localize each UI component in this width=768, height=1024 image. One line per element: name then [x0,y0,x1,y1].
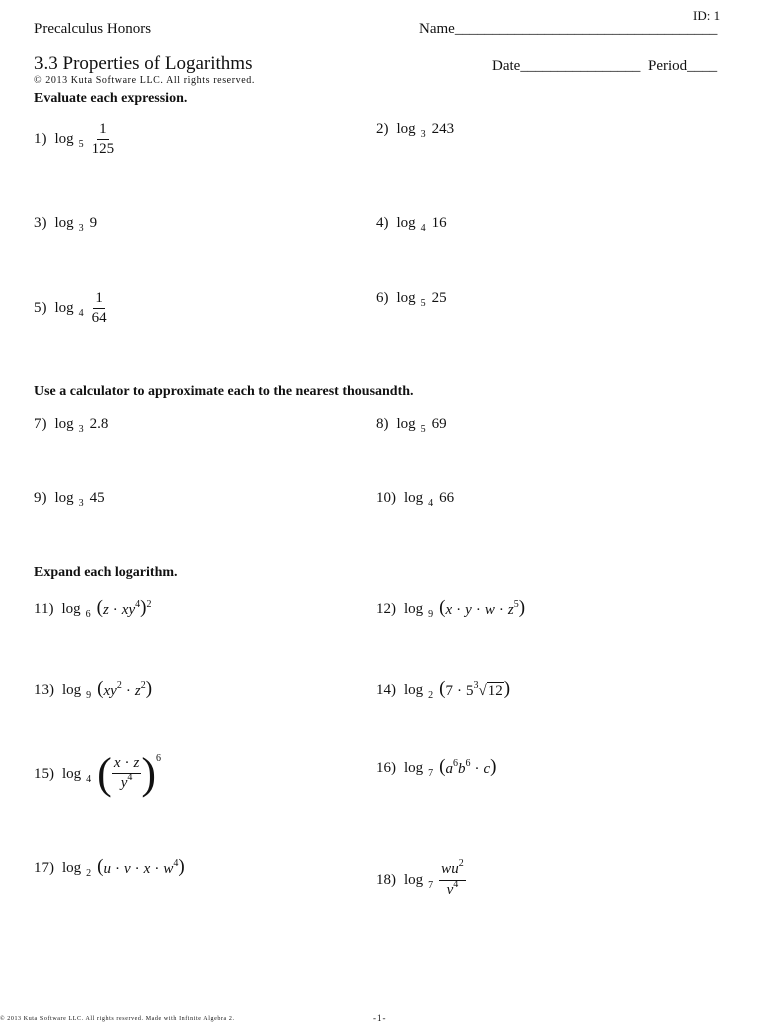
fraction [90,121,117,158]
problem-4 [376,215,447,232]
left-paren: ( [439,756,446,777]
fraction [112,755,142,793]
var-a: a [445,761,453,777]
log-text: log [62,859,82,876]
log-text: log [61,600,81,617]
right-paren: ) [140,597,147,618]
exponent: 4 [135,599,141,610]
left-paren: ( [97,856,104,877]
right-paren: ) [503,678,511,699]
log-argument [97,679,152,701]
log-base: 4 [78,308,84,319]
left-paren: ( [97,678,104,699]
dot-operator: · [457,683,462,699]
problem-number: 2) [376,121,389,137]
log-argument [439,757,496,779]
log-base: 5 [420,424,426,435]
log-base: 5 [420,298,426,309]
log-text: log [404,681,424,698]
log-base: 9 [86,689,92,701]
page-number: -1- [373,1013,387,1023]
period-label: Period [648,58,688,74]
radicand: 12 [487,683,503,699]
exponent: 4 [453,879,459,890]
problem-number: 14) [376,681,396,698]
var-y: y [110,683,117,699]
log-base: 2 [86,867,92,879]
log-text: log [404,872,424,888]
log-text: log [54,215,74,231]
log-argument: 66 [439,490,455,506]
log-argument: 243 [431,121,455,137]
log-argument: 2.8 [89,416,109,432]
fraction [439,858,466,900]
var-x: x [113,755,121,771]
log-text: log [54,490,74,506]
log-text: log [396,215,416,231]
problem-number: 4) [376,215,389,231]
worksheet-id: ID: 1 [693,8,721,23]
section-heading-evaluate: Evaluate each expression. [34,91,188,106]
problem-number: 9) [34,490,47,506]
right-paren: ) [145,678,153,699]
problem-number: 17) [34,859,54,876]
dot-operator: · [475,602,481,618]
date-field[interactable] [492,58,640,75]
problem-17 [34,857,185,879]
problem-15 [34,749,161,798]
var-x: x [445,602,453,618]
name-field[interactable] [419,21,717,38]
date-label: Date [492,58,521,74]
log-base: 7 [428,767,434,779]
numerator: 1 [93,290,105,309]
log-text: log [62,765,82,782]
exponent: 6 [465,758,471,769]
var-b: b [458,761,466,777]
log-argument [439,598,525,620]
outer-exponent: 2 [146,599,152,610]
denominator: 125 [91,141,115,157]
var-v: v [124,861,131,877]
exponent: 4 [127,772,133,783]
log-text: log [54,131,74,147]
log-base: 3 [78,498,84,509]
period-line: ____ [687,58,718,74]
problem-number: 3) [34,215,47,231]
problem-11 [34,598,151,620]
problem-16 [376,757,497,779]
log-text: log [396,121,416,137]
log-argument: 69 [431,416,447,432]
log-argument [97,857,185,879]
var-w: w [163,861,174,877]
log-base: 6 [85,608,91,620]
var-x: x [143,861,151,877]
const-five: 5 [466,683,474,699]
footer-copyright: © 2013 Kuta Software LLC. All rights reserved. Made with Infinite Algebra 2. [0,1016,235,1022]
problem-14 [376,679,510,701]
numerator [439,858,466,881]
log-text: log [404,490,424,506]
radical-sign: √ [478,683,487,699]
problem-9 [34,490,105,507]
var-z: z [134,683,141,699]
log-base: 4 [86,773,92,785]
dot-operator: · [134,861,140,877]
period-field[interactable] [648,58,717,75]
exponent: 5 [513,599,519,610]
left-paren: ( [96,597,103,618]
var-x: x [121,602,129,618]
denominator [445,881,461,900]
exponent: 3 [473,680,479,691]
left-paren: ( [439,678,446,699]
problem-number: 1) [34,131,47,147]
problem-number: 16) [376,759,396,776]
exponent: 4 [173,858,179,869]
log-argument [97,598,152,620]
dot-operator: · [124,755,130,771]
fraction [90,290,109,327]
problem-1 [34,121,116,158]
log-text: log [54,416,74,432]
problem-number: 10) [376,490,396,506]
log-argument: 25 [431,290,447,306]
worksheet-title: 3.3 Properties of Logarithms [34,53,253,74]
problem-number: 11) [34,600,54,617]
denominator [119,774,135,793]
log-base: 9 [428,608,434,620]
var-x: x [103,683,111,699]
dot-operator: · [498,602,504,618]
left-paren: ( [97,749,112,798]
name-label: Name [419,21,455,37]
const-seven: 7 [445,683,453,699]
problem-10 [376,490,454,507]
exponent: 6 [453,758,458,769]
log-text: log [404,600,424,617]
name-line: ___________________________________ [454,21,718,37]
right-paren: ) [518,597,526,618]
var-z: z [507,602,514,618]
problem-number: 5) [34,300,47,316]
copyright-notice: © 2013 Kuta Software LLC. All rights reserved. [34,75,255,86]
problem-18 [376,858,466,900]
var-y: y [128,602,136,618]
problem-12 [376,598,525,620]
exponent: 2 [140,680,146,691]
log-base: 3 [78,223,84,234]
right-paren: ) [141,749,156,798]
log-base: 7 [428,880,434,891]
dot-operator: · [456,602,462,618]
log-text: log [396,290,416,306]
denominator: 64 [91,310,107,326]
log-base: 2 [428,689,434,701]
right-paren: ) [490,756,497,777]
right-paren: ) [178,856,185,877]
log-base: 4 [428,498,434,509]
problem-7 [34,416,108,433]
var-w: w [484,602,495,618]
numerator: 1 [97,121,109,140]
problem-2 [376,121,454,138]
problem-6 [376,290,447,307]
problem-number: 12) [376,600,396,617]
problem-number: 8) [376,416,389,432]
log-text: log [62,681,82,698]
exponent: 2 [116,680,122,691]
var-y: y [465,602,472,618]
date-line: ________________ [520,58,641,74]
problem-number: 6) [376,290,389,306]
problem-3 [34,215,97,232]
course-name: Precalculus Honors [34,21,152,37]
problem-13 [34,679,152,701]
problem-8 [376,416,447,433]
log-argument [97,749,161,798]
dot-operator: · [115,861,120,877]
var-w: w [441,861,452,877]
problem-number: 7) [34,416,47,432]
dot-operator: · [112,602,118,618]
log-text: log [54,300,74,316]
problem-5 [34,290,109,327]
var-y: y [120,775,128,791]
log-base: 4 [420,223,426,234]
log-base: 3 [78,424,84,435]
var-v: v [446,882,454,898]
var-z: z [102,602,109,618]
section-heading-expand: Expand each logarithm. [34,565,178,580]
log-text: log [404,759,424,776]
log-argument: 9 [89,215,98,231]
log-argument: 45 [89,490,105,506]
problem-number: 15) [34,765,54,782]
var-u: u [451,861,459,877]
section-heading-calculator: Use a calculator to approximate each to the nearest thousandth. [34,384,414,399]
outer-exponent: 6 [156,752,161,764]
var-u: u [103,861,111,877]
log-argument [439,679,510,701]
dot-operator: · [125,683,131,699]
dot-operator: · [474,761,480,777]
var-z: z [133,755,140,771]
exponent: 2 [458,858,464,869]
problem-number: 13) [34,681,54,698]
var-c: c [483,761,491,777]
left-paren: ( [439,597,446,618]
log-argument: 16 [431,215,447,231]
problem-number: 18) [376,872,396,888]
log-text: log [396,416,416,432]
log-base: 5 [78,139,84,150]
log-base: 3 [420,129,426,140]
dot-operator: · [154,861,160,877]
